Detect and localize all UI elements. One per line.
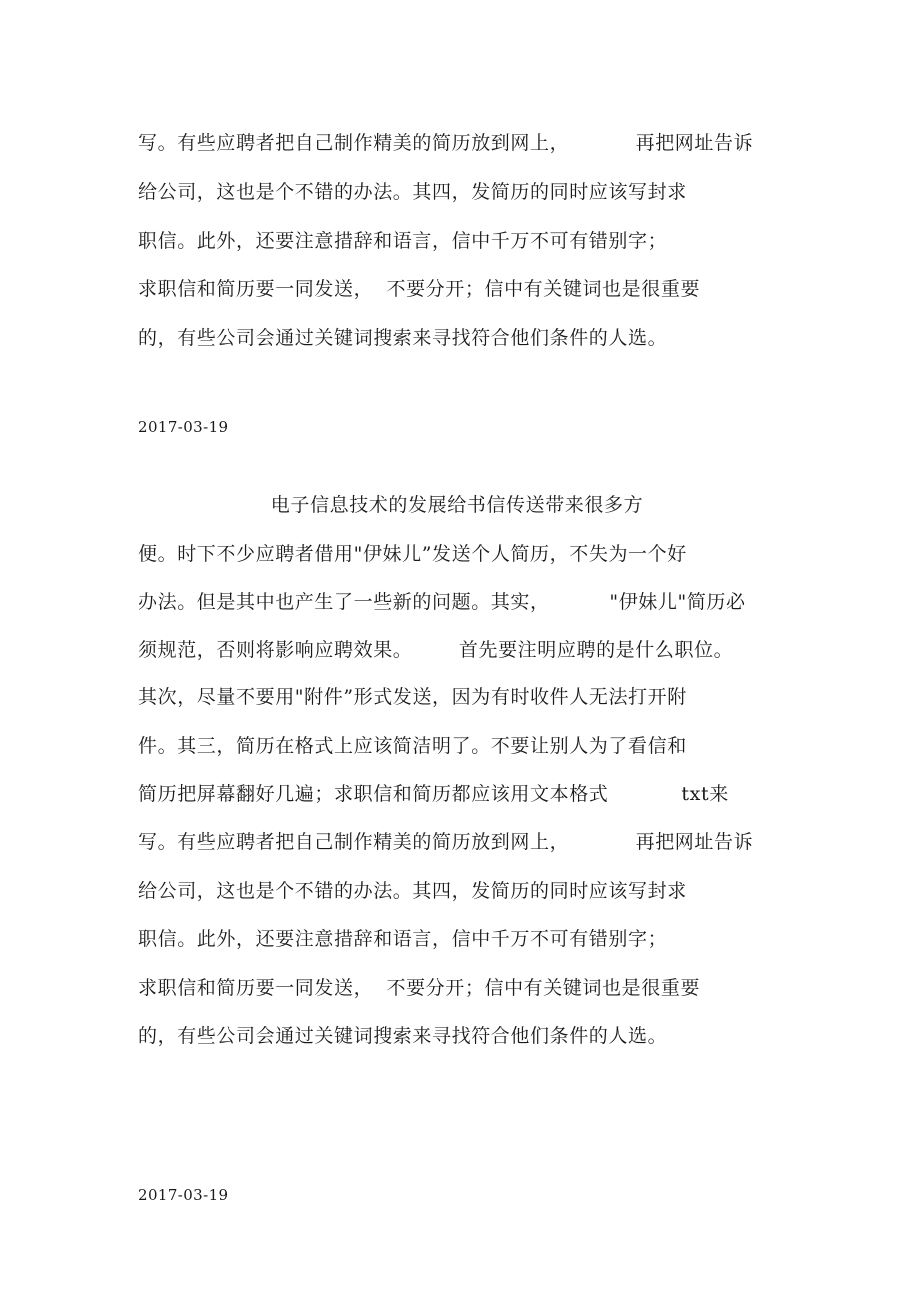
- paragraph-line: 其次，尽量不要用"附件”形式发送，因为有时收件人无法打开附: [138, 686, 687, 708]
- paragraph-line: 的，有些公司会通过关键词搜索来寻找符合他们条件的人选。: [138, 327, 668, 349]
- paragraph-line: 简历把屏幕翻好几遍；求职信和简历都应该用文本格式 txt来: [138, 783, 729, 805]
- paragraph-line: 办法。但是其中也产生了一些新的问题。其实， "伊妹儿"简历必: [138, 591, 746, 613]
- paragraph-line: 给公司，这也是个不错的办法。其四，发简历的同时应该写封求: [138, 181, 687, 203]
- paragraph-line: 电子信息技术的发展给书信传送带来很多方: [138, 494, 644, 516]
- paragraph-line: 须规范，否则将影响应聘效果。 首先要注明应聘的是什么职位。: [138, 639, 734, 661]
- paragraph-line: 求职信和简历要一同发送， 不要分开；信中有关键词也是很重要: [138, 278, 701, 300]
- paragraph-line: 给公司，这也是个不错的办法。其四，发简历的同时应该写封求: [138, 880, 687, 902]
- paragraph-line: 的，有些公司会通过关键词搜索来寻找符合他们条件的人选。: [138, 1025, 668, 1047]
- date-stamp: 2017-03-19: [138, 418, 229, 436]
- date-stamp: 2017-03-19: [138, 1186, 229, 1204]
- paragraph-line: 便。时下不少应聘者借用"伊妹儿”发送个人简历，不失为一个好: [138, 543, 687, 565]
- paragraph-line: 件。其三，简历在格式上应该简洁明了。不要让别人为了看信和: [138, 735, 687, 757]
- paragraph-line: 写。有些应聘者把自己制作精美的简历放到网上， 再把网址告诉: [138, 132, 754, 154]
- paragraph-line: 职信。此外，还要注意措辞和语言，信中千万不可有错别字；: [138, 230, 668, 252]
- paragraph-line: 职信。此外，还要注意措辞和语言，信中千万不可有错别字；: [138, 928, 668, 950]
- paragraph-line: 写。有些应聘者把自己制作精美的简历放到网上， 再把网址告诉: [138, 831, 754, 853]
- paragraph-line: 求职信和简历要一同发送， 不要分开；信中有关键词也是很重要: [138, 977, 701, 999]
